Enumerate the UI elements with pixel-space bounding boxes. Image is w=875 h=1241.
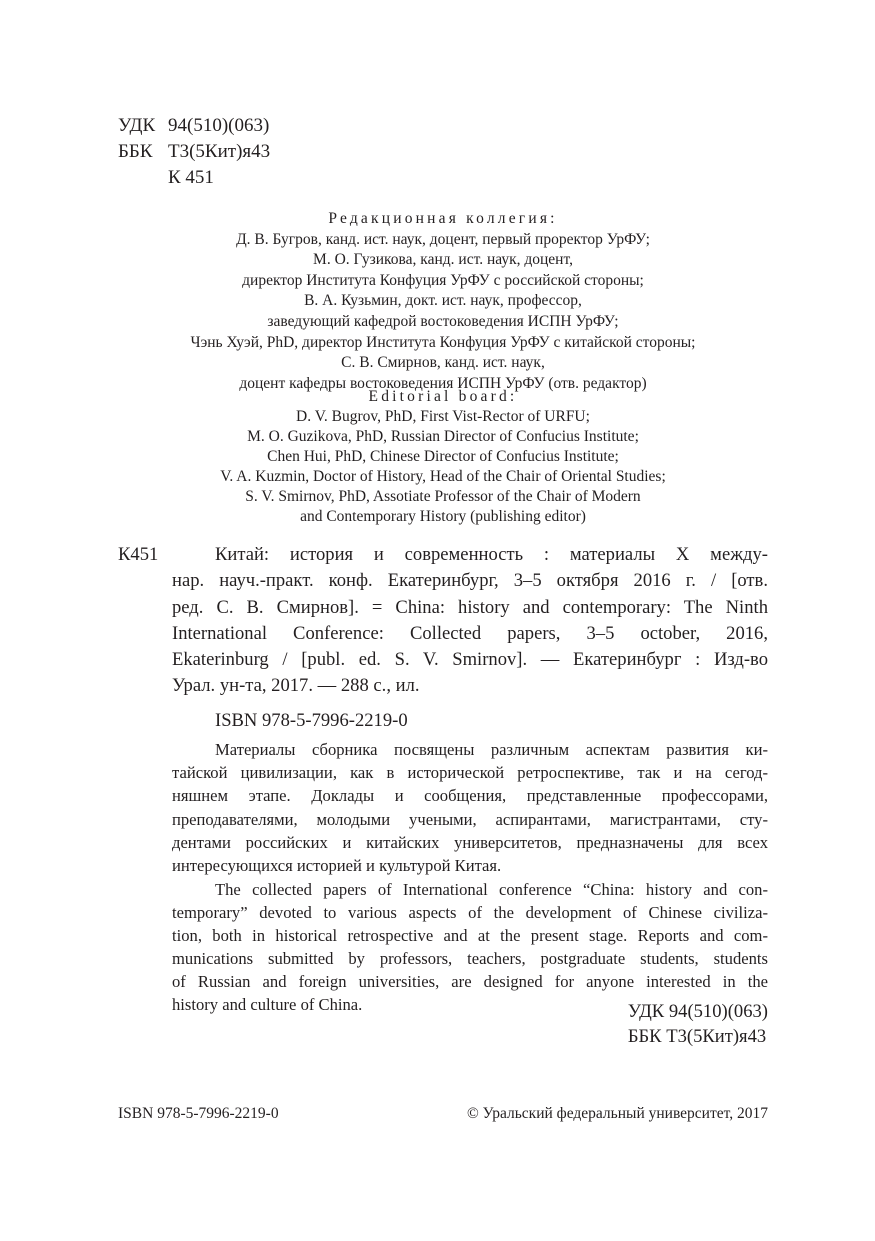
bibliographic-entry	[118, 542, 768, 700]
bbk-code-bottom: ББК Т3(5Кит)я43	[627, 1025, 767, 1047]
board-line: S. V. Smirnov, PhD, Assotiate Professor of the Chair of Modern	[245, 488, 641, 505]
entry-number: К451	[118, 544, 159, 565]
footer-copyright: © Уральский федеральный университет, 2017	[466, 1105, 768, 1122]
abstract-line: преподавателями, молодыми учеными, аспирантами, магистрантами, сту-	[172, 809, 768, 829]
board-title-en: Editorial board:	[368, 388, 518, 405]
board-line: доцент кафедры востоковедения ИСПН УрФУ (отв. редактор)	[239, 374, 647, 392]
udk-code-bottom: УДК 94(510)(063)	[627, 1001, 768, 1022]
board-line: V. A. Kuzmin, Doctor of History, Head of the Chair of Oriental Studies;	[220, 468, 666, 485]
board-line: M. O. Guzikova, PhD, Russian Director of Confucius Institute;	[247, 428, 639, 445]
board-line: заведующий кафедрой востоковедения ИСПН УрФУ;	[267, 312, 619, 330]
abstract-line: tion, both in historical retrospective and at the present stage. Reports and com-	[172, 926, 768, 945]
board-title-ru: Редакционная коллегия:	[328, 210, 558, 227]
entry-line: нар. науч.-практ. конф. Екатеринбург, 3–5 октября 2016 г. / [отв.	[172, 570, 768, 592]
abstract-line: тайской цивилизации, как в исторической ретроспективе, так и на сегод-	[172, 763, 768, 783]
board-line: Д. В. Бугров, канд. ист. наук, доцент, первый проректор УрФУ;	[236, 230, 650, 248]
board-line: D. V. Bugrov, PhD, First Vist-Rector of URFU;	[296, 408, 590, 425]
abstract-line: munications submitted by professors, teachers, postgraduate students, students	[172, 949, 768, 968]
board-line: С. В. Смирнов, канд. ист. наук,	[341, 354, 545, 372]
bbk-code: ББК Т3(5Кит)я43	[118, 141, 271, 162]
abstract-en	[172, 878, 768, 1016]
entry-line: International Conference: Collected papers, 3–5 october, 2016,	[172, 622, 768, 644]
abstract-line: The collected papers of International conference “China: history and con-	[215, 880, 768, 899]
footer-isbn: ISBN 978-5-7996-2219-0	[118, 1105, 279, 1122]
author-mark: К 451	[168, 167, 214, 188]
entry-line: Ekaterinburg / [publ. ed. S. V. Smirnov]. — Екатеринбург : Изд-во	[172, 649, 768, 671]
entry-line: Китай: история и современность : материалы Х между-	[215, 544, 768, 565]
abstract-line: temporary” devoted to various aspects of the development of Chinese civiliza-	[172, 903, 768, 922]
abstract-line: няшнем этапе. Доклады и сообщения, представленные профессорами,	[172, 786, 768, 806]
editorial-board-en	[118, 387, 768, 527]
classification-codes	[118, 113, 270, 191]
editorial-board-ru	[118, 209, 768, 394]
board-line: Чэнь Хуэй, PhD, директор Института Конфуция УрФУ с китайской стороны;	[190, 333, 696, 351]
entry-line: Урал. ун-та, 2017. — 288 с., ил.	[172, 675, 420, 697]
abstract-line: дентами российских и китайских университетов, предназначены для всех	[172, 832, 768, 852]
board-line: В. А. Кузьмин, докт. ист. наук, профессор,	[304, 292, 582, 310]
board-line: and Contemporary History (publishing editor)	[300, 508, 586, 525]
entry-line: ред. С. В. Смирнов]. = China: history and contemporary: The Ninth	[172, 596, 768, 618]
board-line: директор Института Конфуция УрФУ с российской стороны;	[242, 271, 644, 289]
abstract-line: history and culture of China.	[172, 995, 363, 1014]
abstract-ru	[172, 738, 768, 877]
board-line: Chen Hui, PhD, Chinese Director of Confucius Institute;	[267, 448, 619, 465]
abstract-line: of Russian and foreign universities, are designed for anyone interested in the	[172, 972, 768, 991]
abstract-line: Материалы сборника посвящены различным аспектам развития ки-	[215, 740, 768, 759]
udk-code: УДК 94(510)(063)	[118, 115, 270, 136]
isbn: ISBN 978-5-7996-2219-0	[215, 710, 408, 731]
abstract-line: интересующихся историей и культурой Китая.	[172, 856, 502, 876]
classification-codes-bottom	[628, 1000, 768, 1049]
board-line: М. О. Гузикова, канд. ист. наук, доцент,	[313, 251, 573, 269]
